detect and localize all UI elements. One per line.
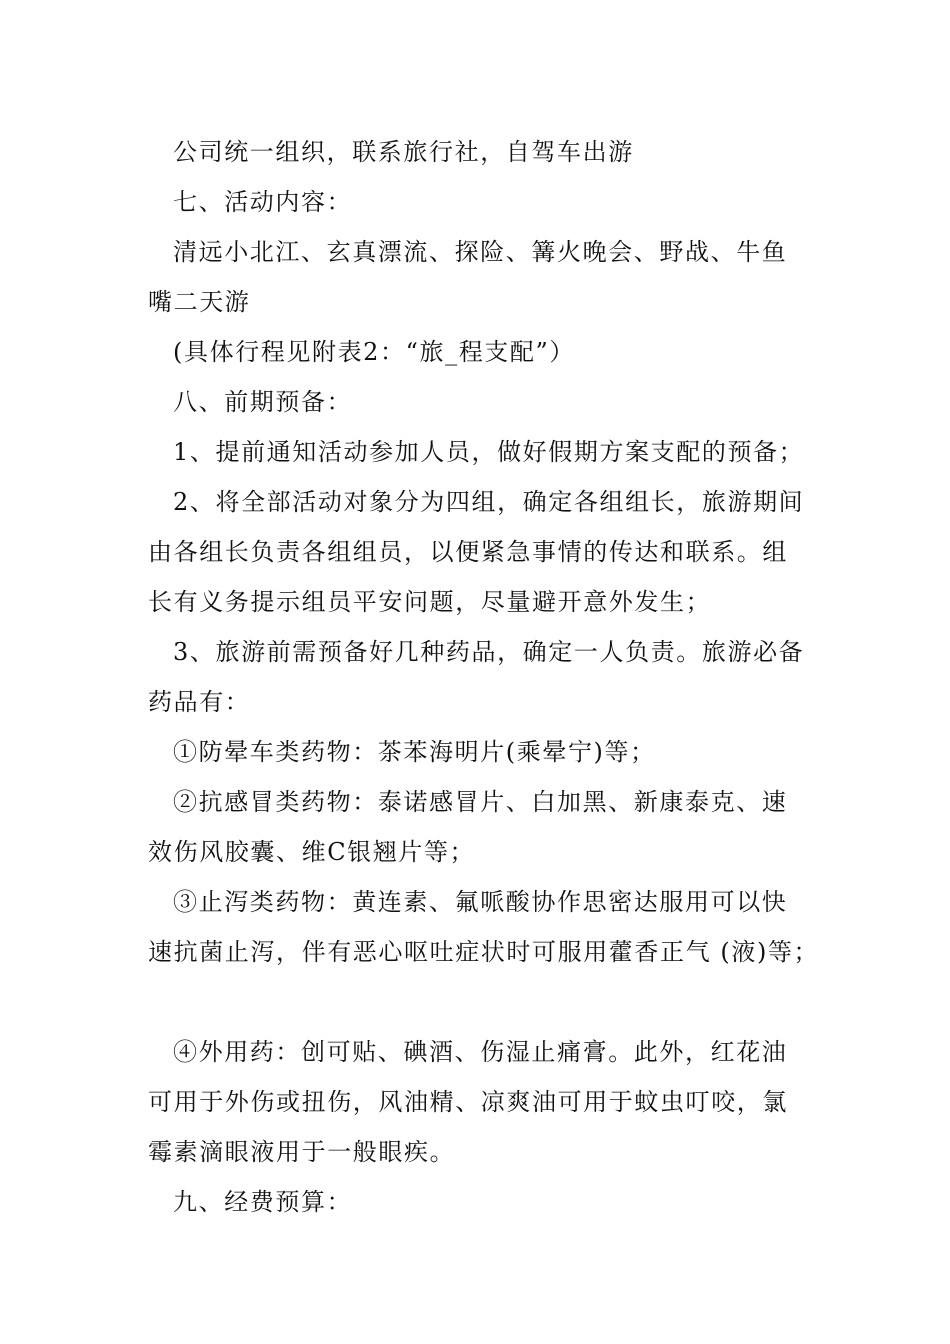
section-heading: 九、经费预算： [173, 1188, 353, 1216]
text-line: (具体行程见附表2：“旅_程支配”） [173, 338, 575, 366]
text-line: 药品有： [148, 688, 251, 716]
text-line: 霉素滴眼液用于一般眼疾。 [148, 1138, 456, 1166]
text-line: ①防晕车类药物：茶苯海明片(乘晕宁)等； [173, 738, 656, 766]
section-heading: 八、前期预备： [173, 388, 353, 416]
section-heading: 七、活动内容： [173, 188, 353, 216]
text-line: ③止泻类药物：黄连素、氟哌酸协作思密达服用可以快 [173, 888, 788, 916]
text-line: 公司统一组织，联系旅行社，自驾车出游 [173, 138, 634, 166]
text-line: 由各组长负责各组组员，以便紧急事情的传达和联系。组 [148, 538, 788, 566]
text-line: ④外用药：创可贴、碘酒、伤湿止痛膏。此外，红花油 [173, 1038, 788, 1066]
text-line: 2、将全部活动对象分为四组，确定各组组长，旅游期间 [173, 488, 805, 516]
text-line: 嘴二天游 [148, 288, 251, 316]
text-line: 1、提前通知活动参加人员，做好假期方案支配的预备； [173, 438, 805, 466]
text-line: 速抗菌止泻，伴有恶心呕吐症状时可服用藿香正气 (液)等； [148, 938, 820, 966]
text-line: 效伤风胶囊、维C银翘片等； [148, 838, 476, 866]
text-line: 可用于外伤或扭伤，风油精、凉爽油可用于蚊虫叮咬，氯 [148, 1088, 788, 1116]
text-line: ②抗感冒类药物：泰诺感冒片、白加黑、新康泰克、速 [173, 788, 788, 816]
text-line: 3、旅游前需预备好几种药品，确定一人负责。旅游必备 [173, 638, 805, 666]
text-line: 清远小北江、玄真漂流、探险、篝火晚会、野战、牛鱼 [173, 238, 788, 266]
text-line: 长有义务提示组员平安问题，尽量避开意外发生； [148, 588, 712, 616]
